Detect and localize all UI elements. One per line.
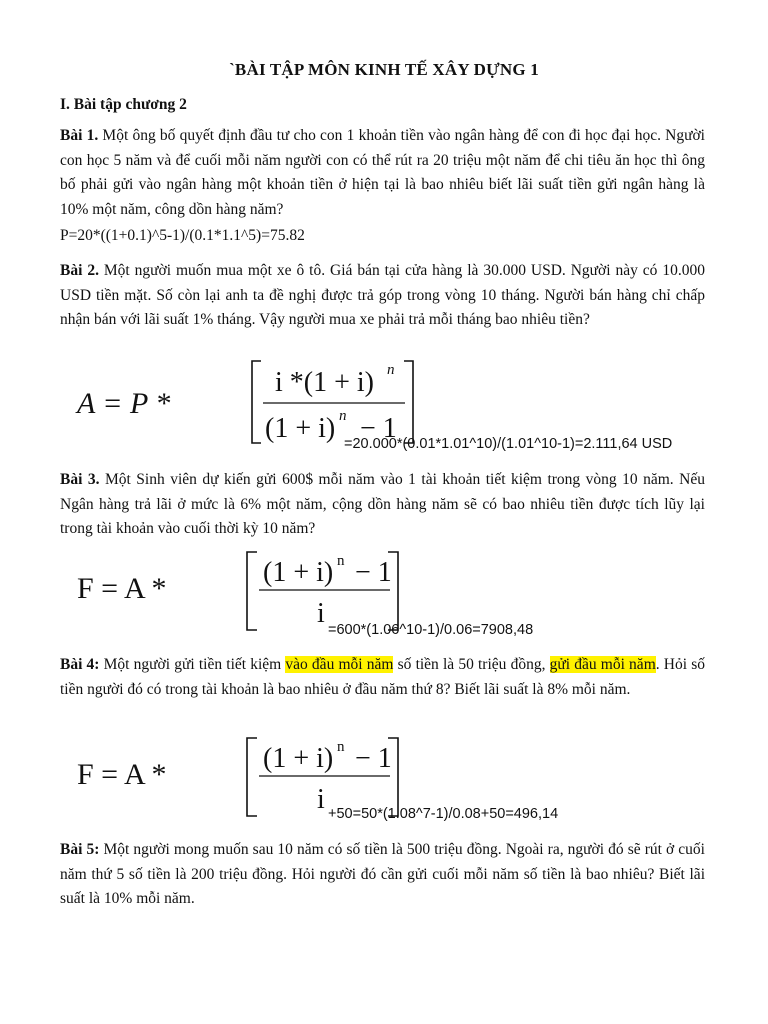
section-heading: I. Bài tập chương 2	[60, 96, 187, 113]
exercise-2-label: Bài 2.	[60, 262, 99, 279]
formula-numerator-exponent: n	[337, 739, 345, 755]
formula-denominator: i	[317, 784, 325, 815]
formula-numerator-exponent: n	[337, 553, 345, 569]
exercise-4	[60, 653, 705, 702]
formula-lhs: F = A *	[77, 572, 167, 605]
exercise-2	[60, 259, 705, 333]
exercise-5-text: Một người mong muốn sau 10 năm có số tiền là 500 triệu đồng. Ngoài ra, người đó sẽ rút ở cuối năm thứ 5 số tiền là 200 triệu đồng. Hỏi người đó cần gửi cuối mỗi năm số tiền là bao nhiêu? Biết lãi suất là 10% mỗi năm.	[60, 841, 705, 907]
formula-lhs: A = P *	[77, 387, 171, 420]
formula-numerator: i *(1 + i)	[275, 367, 374, 398]
exercise-3	[60, 468, 705, 542]
formula-numerator-exponent: n	[387, 362, 395, 378]
exercise-3-label: Bài 3.	[60, 471, 100, 488]
exercise-1	[60, 124, 705, 222]
left-bracket	[247, 738, 257, 816]
exercise-3-result: =600*(1.06^10-1)/0.06=7908,48	[328, 622, 534, 638]
formula-numerator-tail: − 1	[355, 743, 392, 774]
exercise-4-highlight-2: gửi đầu mỗi năm	[549, 656, 656, 673]
exercise-4-highlight-1: vào đầu mỗi năm	[285, 656, 394, 673]
exercise-4-text-1: Một người gửi tiền tiết kiệm	[99, 656, 286, 673]
formula-annuity-payment	[75, 355, 397, 450]
exercise-2-result: =20.000*(0.01*1.01^10)/(1.01^10-1)=2.111,64 USD	[344, 436, 673, 452]
formula-denominator: i	[317, 598, 325, 629]
exercise-4-label: Bài 4:	[60, 656, 100, 673]
document-title: `BÀI TẬP MÔN KINH TẾ XÂY DỰNG 1	[229, 60, 539, 79]
formula-future-value-1	[75, 548, 392, 633]
formula-denominator-exponent: n	[339, 408, 347, 424]
exercise-4-result: +50=50*(1.08^7-1)/0.08+50=496,14	[328, 806, 559, 822]
left-bracket	[247, 552, 257, 630]
exercise-1-label: Bài 1.	[60, 127, 99, 144]
formula-lhs: F = A *	[77, 758, 167, 791]
exercise-1-answer: P=20*((1+0.1)^5-1)/(0.1*1.1^5)=75.82	[60, 227, 305, 244]
formula-numerator: (1 + i)	[263, 557, 334, 588]
exercise-2-text: Một người muốn mua một xe ô tô. Giá bán tại cửa hàng là 30.000 USD. Người này có 10.000 USD tiền mặt. Số còn lại anh ta đề nghị được trả góp trong vòng 10 tháng. Người bán hàng chỉ chấp nhận bán với lãi suất 1% tháng. Vậy người mua xe phải trả mỗi tháng bao nhiêu tiền?	[60, 262, 705, 328]
formula-future-value-2	[75, 734, 392, 819]
left-bracket	[252, 361, 261, 443]
formula-denominator-tail: − 1	[360, 413, 397, 444]
formula-numerator: (1 + i)	[263, 743, 334, 774]
exercise-5-label: Bài 5:	[60, 841, 100, 858]
right-bracket	[404, 361, 413, 443]
exercise-4-text-3: . Hỏi số tiền người đó có trong tài khoản là bao nhiêu ở đầu năm thứ 8? Biết lãi suất là 8% mỗi năm.	[60, 656, 705, 698]
exercise-3-text: Một Sinh viên dự kiến gửi 600$ mỗi năm vào 1 tài khoản tiết kiệm trong vòng 10 năm. Nếu Ngân hàng trả lãi ở mức là 6% một năm, cộng dồn hàng năm sẽ có bao nhiêu tiền được tích lũy lại trong tài khoản vào cuối thời kỳ 10 năm?	[60, 471, 705, 537]
exercise-1-text: Một ông bố quyết định đầu tư cho con 1 khoản tiền vào ngân hàng để con đi học đại học. Người con học 5 năm và để cuối mỗi năm người con có thể rút ra 20 triệu một năm để chi tiêu ăn học thì ông bố phải gửi vào ngân hàng một khoản tiền ở hiện tại là bao nhiêu biết lãi suất tiền gửi ngân hàng là 10% một năm, công dồn hàng năm?	[60, 127, 705, 218]
formula-numerator-tail: − 1	[355, 557, 392, 588]
exercise-5	[60, 838, 705, 912]
formula-denominator: (1 + i)	[265, 413, 336, 444]
exercise-4-text-2: số tiền là 50 triệu đồng,	[393, 656, 550, 673]
